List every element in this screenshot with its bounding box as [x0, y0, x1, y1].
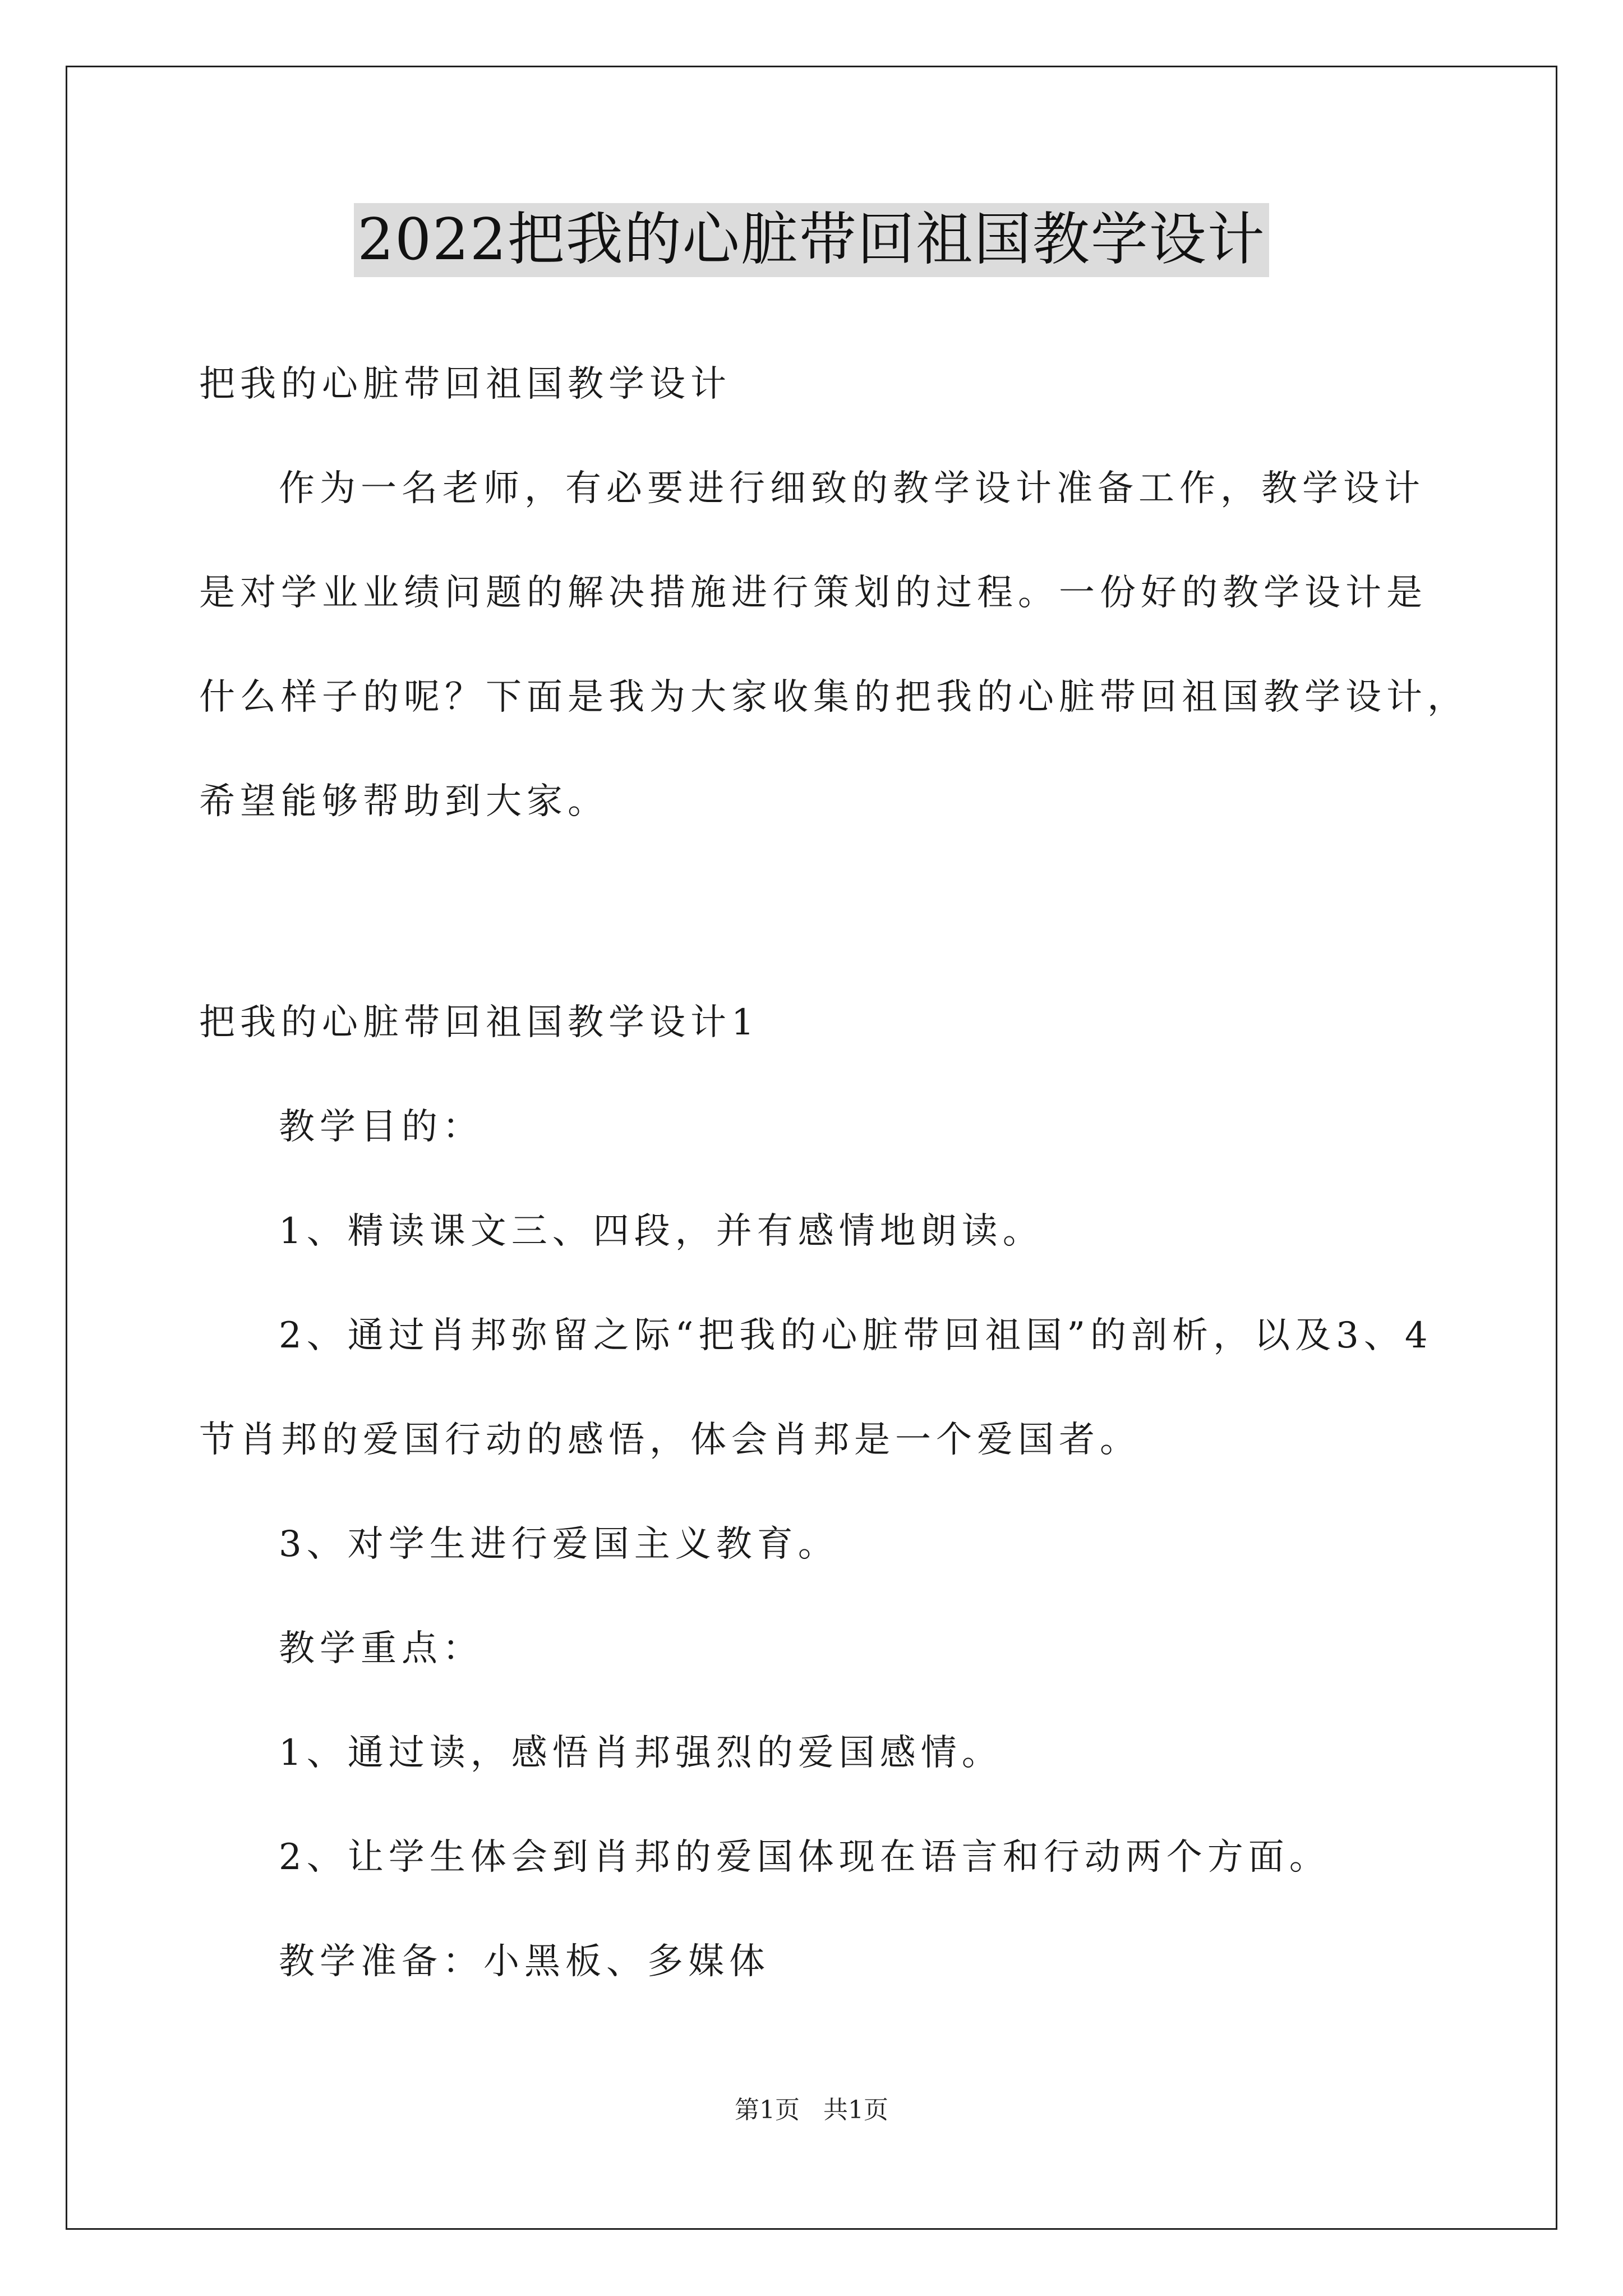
document-title: 2022把我的心脏带回祖国教学设计 — [354, 203, 1269, 277]
document-subtitle: 把我的心脏带回祖国教学设计 — [199, 364, 731, 405]
key-point-1: 1、通过读，感悟肖邦强烈的爱国感情。 — [279, 1732, 1003, 1774]
intro-line-4: 希望能够帮助到大家。 — [199, 781, 608, 822]
section-heading: 把我的心脏带回祖国教学设计1 — [199, 1002, 759, 1043]
intro-line-3: 什么样子的呢？下面是我为大家收集的把我的心脏带回祖国教学设计， — [199, 677, 1468, 718]
goal-3: 3、对学生进行爱国主义教育。 — [279, 1524, 839, 1565]
intro-line-1: 作为一名老师，有必要进行细致的教学设计准备工作，教学设计 — [279, 468, 1425, 509]
preparation: 教学准备：小黑板、多媒体 — [279, 1941, 770, 1982]
key-points-label: 教学重点： — [279, 1628, 483, 1669]
goal-2-line-2: 节肖邦的爱国行动的感悟，体会肖邦是一个爱国者。 — [199, 1419, 1141, 1461]
goals-label: 教学目的： — [279, 1106, 483, 1148]
key-point-2: 2、让学生体会到肖邦的爱国体现在语言和行动两个方面。 — [279, 1837, 1330, 1878]
goal-2-line-1: 2、通过肖邦弥留之际“把我的心脏带回祖国”的剖析，以及3、4 — [279, 1315, 1433, 1356]
title-container — [0, 203, 1623, 277]
intro-line-2: 是对学业业绩问题的解决措施进行策划的过程。一份好的教学设计是 — [199, 572, 1427, 614]
goal-1: 1、精读课文三、四段，并有感情地朗读。 — [279, 1211, 1044, 1252]
page-footer: 第1页 共1页 — [735, 2096, 888, 2124]
